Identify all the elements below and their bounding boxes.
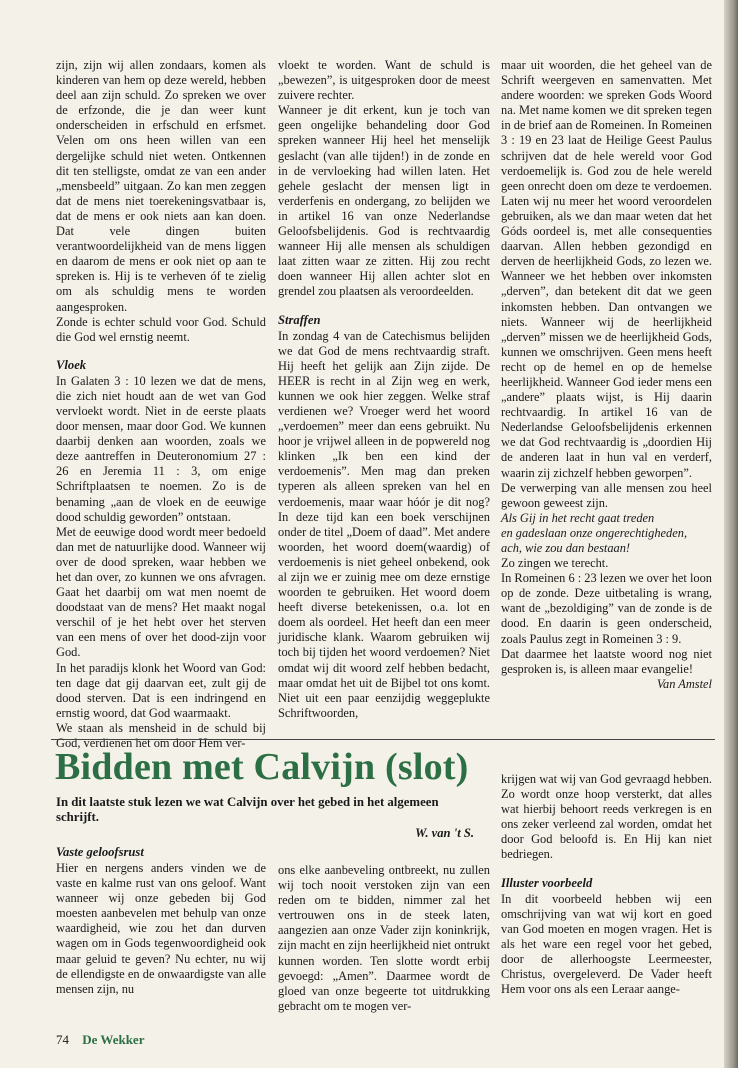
verse-line: Als Gij in het recht gaat treden: [501, 510, 655, 525]
paragraph: Zo zingen we terecht.: [501, 556, 609, 571]
paragraph: In zondag 4 van de Catechismus belijden we dat God de mens rechtvaardig straft. Hij heeft het gelijk aan Zijn zijde. De HEER is recht in al Zijn weg en werk, kunnen we ook hier zeggen. Welke straf verdienen we? Vroeger werd het woord „verdoemen” meer dan eens gebruikt. Nu hoor je vrijwel alleen in de popwereld nog klinken „Ik ben een kind der verdoemenis”. Men mag dan preken typeren als alleen spreken van hel en verdoemenis, maar waar hóór je dit nog? In deze tijd kan een boek verschijnen onder de titel „Doem of daad”. Met andere woorden, het woord doem(waardig) of verdoemenis is niet geheel onbekend, ook al zijn we er zuinig mee om deze ernstige woorden te gebruiken. Het woord doem heeft diverse betekenissen, o.a. lot en doem als oordeel. Het heeft dan een meer juridische klank. Waarom gebruiken wij toch bij tijden het woord verdoemen? Niet omdat wij dit woord zelf hebben bedacht, maar omdat het uit de Bijbel tot ons komt. Niet uit een paar eenzijdig weggeplukte Schriftwoorden,: [278, 328, 490, 720]
verse-line: en gadeslaan onze ongerechtigheden,: [501, 525, 688, 540]
paragraph: De verwerping van alle mensen zou heel gewoon geweest zijn.: [501, 480, 712, 510]
paragraph: Wanneer je dit erkent, kun je toch van geen ongelijke behandeling door God spreken wanneer Hij heel het menselijk geslacht (van alle tijden!) in de zonde en in de vervloeking had willen laten. Het gehele geslacht der mensen ligt in verderfenis en ondergang, zo belijden we in artikel 16 van onze Nederlandse Geloofsbelijdenis. God is rechtvaardig wanneer Hij alle mensen als schuldigen laat zitten waar ze zitten. Hij zou recht doen wanneer Hij allen achter slot en grendel zou plaatsen als veroordeelden.: [278, 103, 490, 299]
paragraph: In dit voorbeeld hebben wij een omschrijving van wat wij kort en goed van God moeten en mogen vragen. Het is als het ware een regel voor het gebed, door de allerhoogste Leermeester, Christus, overgeleverd. De Vader heeft Hem voor ons als een Leraar aange-: [501, 891, 712, 997]
author-signature: Van Amstel: [656, 676, 712, 691]
paragraph: Zonde is echter schuld voor God. Schuld die God wel ernstig neemt.: [56, 314, 266, 344]
article-byline: W. van 't S.: [415, 826, 474, 840]
magazine-name: De Wekker: [82, 1032, 145, 1047]
top-column-1: [56, 58, 266, 751]
page-number: 74: [56, 1032, 69, 1047]
page-footer: [56, 1032, 144, 1048]
paragraph: krijgen wat wij van God gevraagd hebben. Zo wordt onze hoop versterkt, dat alles wat hierbij behoort reeds verkregen is en ons zeker verleend zal worden, omdat het door God beloofd is. En Hij kan niet bedriegen.: [501, 772, 712, 862]
paragraph: In het paradijs klonk het Woord van God: ten dage dat gij daarvan eet, zult gij de dood sterven. Dat is een indringend en ernstig woord, dat God waarmaakt.: [56, 660, 266, 720]
paragraph: ons elke aanbeveling ontbreekt, nu zullen wij toch nooit verstoken zijn van een reden om te bidden, nimmer zal het vertrouwen ons in de steek laten, aangezien aan onze Vader zijn koninkrijk, zijn macht en zijn heerlijkheid niet ontrukt kunnen worden. Ten slotte wordt erbij gevoegd: „Amen”. Daarmee wordt de gloed van onze begeerte tot uitdrukking gebracht om te mogen ver-: [278, 863, 490, 1013]
paragraph: vloekt te worden. Want de schuld is „bewezen”, is uitgesproken door de meest zuivere rechter.: [278, 58, 490, 103]
top-column-3: [501, 58, 712, 692]
section-heading: Vloek: [56, 357, 87, 372]
section-heading: Straffen: [278, 312, 321, 327]
paragraph: maar uit woorden, die het geheel van de Schrift weergeven en samenvatten. Met andere woorden: we spreken Gods Woord na. Met name komen we dit spreken tegen in de brief aan de Romeinen. In Romeinen 3 : 19 en 23 laat de Heilige Geest Paulus schrijven dat de hele wereld voor God verdoemelijk is. God zou de hele wereld geen onrecht doen om deze te verdoemen. Laten wij nu meer het woord veroordelen gebruiken, als we dan maar weten dat het Góds oordeel is, met alle consequenties daarvan. Allen hebben gezondigd en derven de heerlijkheid Gods, zo lezen we. Wanneer we het hebben over inkomsten „derven”, dan betekent dit dat we geen inkomsten hebben. Dan ontvangen we niets. Wanneer wij de heerlijkheid „derven” missen we de heerlijkheid Gods, kunnen we omschrijven. Geen mens heeft recht op de hemel en op de hemelse heerlijkheid. Wanneer God ieder mens een „andere” plaats wijst, is Hij daarin rechtvaardig. In artikel 16 van de Nederlandse Geloofsbelijdenis erkennen we dat God rechtvaardig is „doordien Hij de anderen laat in hun val en verderf, waarin zij zichzelf hebben geworpen”.: [501, 58, 712, 480]
paragraph: Dat daarmee het laatste woord nog niet gesproken is, is alleen maar evangelie!: [501, 646, 712, 676]
top-column-2: [278, 58, 490, 721]
article-column-3: [501, 772, 712, 997]
binding-gutter: [724, 0, 738, 1068]
article-column-1: [56, 845, 266, 997]
verse-line: ach, wie zou dan bestaan!: [501, 541, 631, 555]
paragraph: We staan als mensheid in de schuld bij God, verdienen het om door Hem ver-: [56, 720, 266, 751]
section-divider: [51, 739, 715, 740]
paragraph: Met de eeuwige dood wordt meer bedoeld dan met de natuurlijke dood. Wanneer wij over de dood spreken, waar hebben we het dan over, zo kunnen we ons afvragen. Gaat het daarbij om wat men noemt de doodstaat van de mens? Het maakt nogal verschil of je het hebt over het sterven van een mens of over het dood-zijn voor God.: [56, 524, 266, 660]
article-intro: In dit laatste stuk lezen we wat Calvijn over het gebed in het algemeen schrijft.: [56, 795, 439, 825]
article-column-2: [278, 863, 490, 1014]
paragraph: Hier en nergens anders vinden we de vaste en kalme rust van ons geloof. Want wanneer wij onze gebeden bij God moesten aanbevelen met behulp van onze waardigheid, wie zou het dan durven wagen om in Gods tegenwoordigheid ook maar geluid te geven? Nu echter, nu wij de ellendigste en de onwaardigste van alle mensen zijn, nu: [56, 861, 266, 996]
section-heading: Vaste geloofsrust: [56, 845, 144, 859]
paragraph: In Galaten 3 : 10 lezen we dat de mens, die zich niet houdt aan de wet van God vervloekt wordt. Niet in de eerste plaats door mensen, maar door God. We kunnen daarbij denken aan woorden, zoals we deze aantreffen in Deuteronomium 27 : 26 en Jeremia 11 : 3, om enige Schriftplaatsen te noemen. Zo is de benaming „aan de vloek en de eeuwige dood schuldig geworden” ontstaan.: [56, 373, 266, 524]
paragraph: In Romeinen 6 : 23 lezen we over het loon op de zonde. Deze uitbetaling is wrang, want de „bezoldiging” van de zonde is de dood. En daarin is geen onderscheid, zoals Paulus zegt in Romeinen 3 : 9.: [501, 571, 712, 646]
article-title: Bidden met Calvijn (slot): [55, 746, 469, 788]
section-heading: Illuster voorbeeld: [501, 875, 593, 890]
paragraph: zijn, zijn wij allen zondaars, komen als kinderen van hem op deze wereld, hebben deel aan zijn schuld. Zo spreken we over de erfzonde, die je dan weer kunt onderscheiden in erfschuld en erfsmet. Velen om ons heen willen van een dergelijke schuld niet weten. Ontkennen dit ten stelligste, omdat ze van een ander „mensbeeld” uitgaan. Zo kan men zeggen dat de mens niet toerekeningsvatbaar is, dat de mens er ook niets aan kan doen. Dat vele dingen buiten verantwoordelijkheid van de mens liggen en daarom de mens er ook niet op aan te spreken is. Hij is te verheven óf te zielig om als schuldig mens te worden aangesproken.: [56, 58, 266, 314]
